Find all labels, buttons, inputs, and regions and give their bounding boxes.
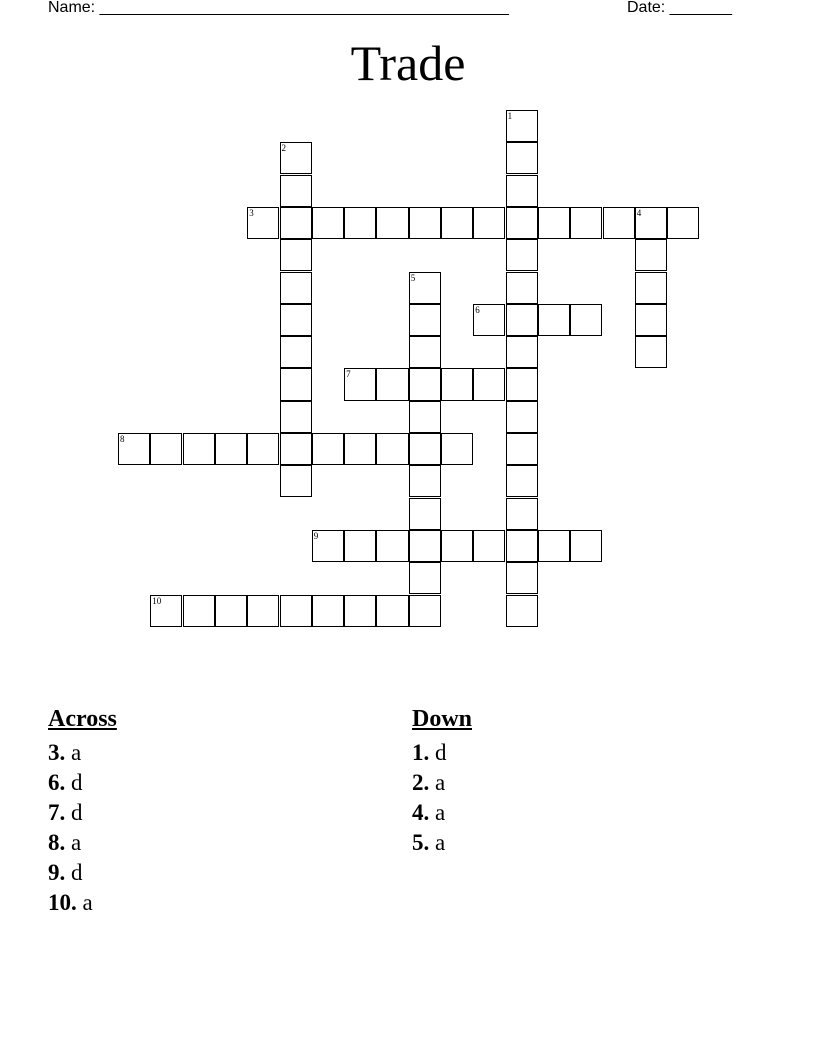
cell-number: 4 <box>636 207 642 218</box>
grid-cell[interactable] <box>570 207 602 239</box>
cell-number: 8 <box>120 434 125 444</box>
grid-cell[interactable] <box>409 207 441 239</box>
clue-number: 2. <box>412 770 430 795</box>
date-field-line[interactable]: Date: _______ <box>627 0 732 16</box>
grid-cell[interactable] <box>312 207 344 239</box>
grid-cell[interactable] <box>280 401 312 433</box>
grid-cell[interactable] <box>280 304 312 336</box>
grid-cell[interactable] <box>506 498 538 530</box>
cell-number: 7 <box>346 369 351 380</box>
grid-cell[interactable] <box>409 498 441 530</box>
cell-number: 3 <box>249 207 254 218</box>
grid-cell[interactable] <box>506 336 538 368</box>
name-field-line[interactable]: Name: ______________________________________________ <box>48 0 509 16</box>
grid-cell[interactable] <box>473 207 505 239</box>
grid-cell[interactable] <box>538 207 570 239</box>
puzzle-title: Trade <box>350 35 466 91</box>
across-clue <box>48 798 117 828</box>
grid-cell[interactable] <box>570 304 602 336</box>
grid-cell[interactable] <box>312 530 344 562</box>
grid-cell[interactable] <box>635 272 667 304</box>
grid-cell[interactable] <box>376 595 408 627</box>
grid-cell[interactable] <box>506 142 538 174</box>
grid-cell[interactable] <box>247 433 279 465</box>
clue-text: d <box>71 770 83 795</box>
grid-cell[interactable] <box>506 433 538 465</box>
grid-cell[interactable] <box>473 530 505 562</box>
grid-cell[interactable] <box>344 433 376 465</box>
grid-cell[interactable] <box>409 401 441 433</box>
clue-text: a <box>71 740 82 765</box>
clue-number: 7. <box>48 800 66 825</box>
clue-number: 6. <box>48 770 66 795</box>
grid-cell[interactable] <box>247 207 279 239</box>
down-heading: Down <box>412 706 473 732</box>
grid-cell[interactable] <box>280 142 312 174</box>
grid-cell[interactable] <box>280 272 312 304</box>
across-heading: Across <box>48 706 117 732</box>
grid-cell[interactable] <box>570 530 602 562</box>
grid-cell[interactable] <box>344 530 376 562</box>
grid-cell[interactable] <box>312 433 344 465</box>
clue-number: 4. <box>412 800 430 825</box>
cell-number: 1 <box>507 111 513 121</box>
across-clue <box>48 768 117 798</box>
grid-cell[interactable] <box>506 368 538 400</box>
clue-text: d <box>71 860 83 885</box>
grid-cell[interactable] <box>635 336 667 368</box>
clue-number: 5. <box>412 830 430 855</box>
cell-number: 2 <box>281 143 286 154</box>
grid-cell[interactable] <box>280 175 312 207</box>
clue-number: 9. <box>48 860 66 885</box>
grid-cell[interactable] <box>376 433 408 465</box>
grid-cell[interactable] <box>409 530 441 562</box>
across-clue <box>48 738 117 768</box>
grid-cell[interactable] <box>376 368 408 400</box>
grid-cell[interactable] <box>506 110 538 142</box>
grid-cell[interactable] <box>506 304 538 336</box>
grid-cell[interactable] <box>118 433 150 465</box>
grid-cell[interactable] <box>506 562 538 594</box>
grid-cell[interactable] <box>409 465 441 497</box>
clue-text: a <box>435 830 446 855</box>
clue-text: a <box>435 800 446 825</box>
grid-cell[interactable] <box>473 368 505 400</box>
grid-cell[interactable] <box>441 433 473 465</box>
grid-cell[interactable] <box>506 465 538 497</box>
grid-cell[interactable] <box>280 336 312 368</box>
clue-number: 8. <box>48 830 66 855</box>
grid-cell[interactable] <box>280 368 312 400</box>
across-clue <box>48 858 117 888</box>
across-clue <box>48 888 117 918</box>
grid-cell[interactable] <box>344 368 376 400</box>
down-clue <box>412 768 472 798</box>
grid-cell[interactable] <box>409 272 441 304</box>
clue-number: 3. <box>48 740 66 765</box>
down-clue <box>412 738 472 768</box>
down-clue <box>412 798 472 828</box>
grid-cell[interactable] <box>506 175 538 207</box>
grid-cell[interactable] <box>667 207 699 239</box>
down-clue <box>412 828 472 858</box>
grid-cell[interactable] <box>409 336 441 368</box>
clue-text: a <box>82 890 93 915</box>
cell-number: 6 <box>475 304 480 315</box>
grid-cell[interactable] <box>183 595 215 627</box>
grid-cell[interactable] <box>441 207 473 239</box>
grid-cell[interactable] <box>441 530 473 562</box>
cell-number: 10 <box>152 595 162 606</box>
grid-cell[interactable] <box>635 304 667 336</box>
grid-cell[interactable] <box>506 207 538 239</box>
down-clues <box>412 703 472 858</box>
clue-number: 1. <box>412 740 430 765</box>
clue-text: d <box>435 740 447 765</box>
across-clues <box>48 703 117 918</box>
cell-number: 9 <box>313 530 319 541</box>
grid-cell[interactable] <box>409 368 441 400</box>
grid-cell[interactable] <box>150 595 182 627</box>
grid-cell[interactable] <box>280 433 312 465</box>
clue-number: 10. <box>48 890 77 915</box>
cell-number: 5 <box>410 272 416 283</box>
grid-cell[interactable] <box>280 465 312 497</box>
grid-cell[interactable] <box>409 595 441 627</box>
grid-cell[interactable] <box>506 530 538 562</box>
grid-cell[interactable] <box>376 207 408 239</box>
grid-cell[interactable] <box>215 595 247 627</box>
grid-cell[interactable] <box>506 239 538 271</box>
grid-cell[interactable] <box>635 239 667 271</box>
grid-cell[interactable] <box>280 595 312 627</box>
grid-cell[interactable] <box>280 207 312 239</box>
grid-cell[interactable] <box>376 530 408 562</box>
grid-cell[interactable] <box>441 368 473 400</box>
grid-cell[interactable] <box>538 530 570 562</box>
grid-cell[interactable] <box>247 595 279 627</box>
grid-cell[interactable] <box>506 401 538 433</box>
clue-text: a <box>435 770 446 795</box>
grid-cell[interactable] <box>409 433 441 465</box>
grid-cell[interactable] <box>183 433 215 465</box>
grid-cell[interactable] <box>538 304 570 336</box>
grid-cell[interactable] <box>150 433 182 465</box>
grid-cell[interactable] <box>344 595 376 627</box>
grid-cell[interactable] <box>635 207 667 239</box>
grid-cell[interactable] <box>473 304 505 336</box>
across-clue <box>48 828 117 858</box>
clue-text: a <box>71 830 82 855</box>
grid-cell[interactable] <box>344 207 376 239</box>
grid-cell[interactable] <box>280 239 312 271</box>
grid-cell[interactable] <box>506 272 538 304</box>
clue-text: d <box>71 800 83 825</box>
grid-cell[interactable] <box>409 562 441 594</box>
grid-cell[interactable] <box>312 595 344 627</box>
grid-cell[interactable] <box>506 595 538 627</box>
grid-cell[interactable] <box>409 304 441 336</box>
grid-cell[interactable] <box>603 207 635 239</box>
grid-cell[interactable] <box>215 433 247 465</box>
